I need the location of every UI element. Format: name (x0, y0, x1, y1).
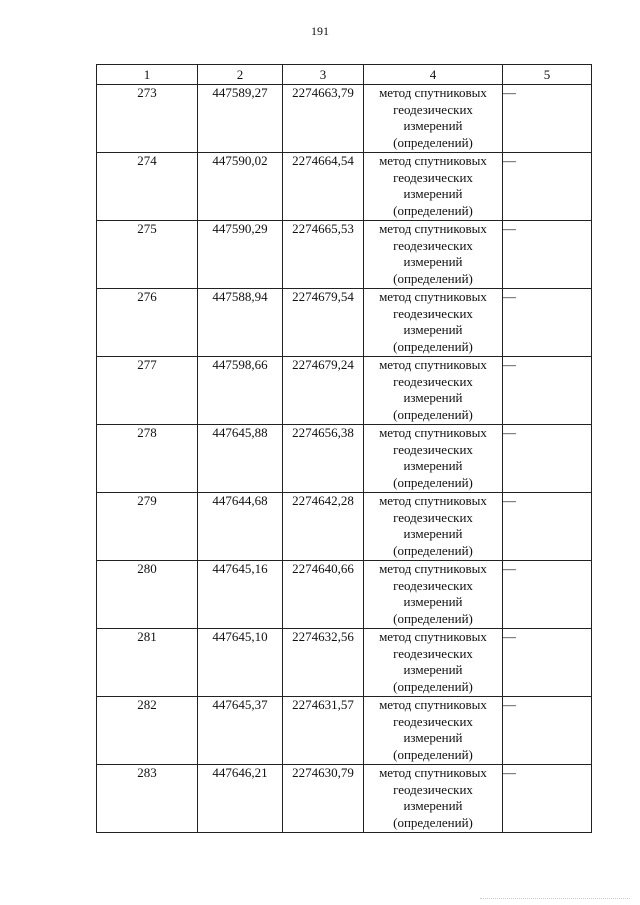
table-row (97, 153, 592, 221)
table-body (97, 85, 592, 833)
point-number-cell: 275 (97, 221, 198, 289)
method-cell (364, 153, 503, 221)
point-number-cell: 283 (97, 765, 198, 833)
method-text-line: (определений) (393, 474, 473, 490)
point-number-cell: 278 (97, 425, 198, 493)
note-cell: — (503, 357, 592, 425)
method-text-line: геодезических (393, 305, 473, 321)
y-coordinate-cell: 2274665,53 (283, 221, 364, 289)
column-header-2: 2 (198, 65, 283, 85)
method-text-line: метод спутниковых (379, 697, 487, 712)
method-text-line: метод спутниковых (379, 493, 487, 508)
x-coordinate-cell: 447645,16 (198, 561, 283, 629)
point-number-cell: 274 (97, 153, 198, 221)
method-text-line: (определений) (393, 542, 473, 558)
method-text-line: метод спутниковых (379, 221, 487, 236)
method-text-line: (определений) (393, 814, 473, 830)
y-coordinate-cell: 2274642,28 (283, 493, 364, 561)
method-cell (364, 85, 503, 153)
y-coordinate-cell: 2274664,54 (283, 153, 364, 221)
method-text-line: измерений (403, 186, 463, 201)
note-cell: — (503, 697, 592, 765)
column-header-4: 4 (364, 65, 503, 85)
note-cell: — (503, 561, 592, 629)
x-coordinate-cell: 447590,29 (198, 221, 283, 289)
method-text-line: (определений) (393, 406, 473, 422)
method-text-line: измерений (403, 118, 463, 133)
method-text-line: измерений (403, 526, 463, 541)
y-coordinate-cell: 2274630,79 (283, 765, 364, 833)
note-cell: — (503, 765, 592, 833)
coordinates-table (96, 64, 592, 833)
method-text-line: (определений) (393, 746, 473, 762)
method-text-line: геодезических (393, 577, 473, 593)
method-text-line: (определений) (393, 610, 473, 626)
method-text-line: геодезических (393, 101, 473, 117)
table-row (97, 357, 592, 425)
method-cell (364, 289, 503, 357)
note-cell: — (503, 493, 592, 561)
method-text-line: геодезических (393, 645, 473, 661)
method-text-line: метод спутниковых (379, 289, 487, 304)
note-cell: — (503, 221, 592, 289)
method-cell (364, 425, 503, 493)
method-text-line: измерений (403, 254, 463, 269)
x-coordinate-cell: 447588,94 (198, 289, 283, 357)
column-header-1: 1 (97, 65, 198, 85)
method-text-line: метод спутниковых (379, 765, 487, 780)
method-text-line: измерений (403, 662, 463, 677)
y-coordinate-cell: 2274679,54 (283, 289, 364, 357)
column-header-3: 3 (283, 65, 364, 85)
method-text-line: измерений (403, 798, 463, 813)
x-coordinate-cell: 447590,02 (198, 153, 283, 221)
method-cell (364, 357, 503, 425)
note-cell: — (503, 289, 592, 357)
method-text-line: (определений) (393, 678, 473, 694)
y-coordinate-cell: 2274640,66 (283, 561, 364, 629)
y-coordinate-cell: 2274656,38 (283, 425, 364, 493)
table-row (97, 629, 592, 697)
point-number-cell: 276 (97, 289, 198, 357)
point-number-cell: 279 (97, 493, 198, 561)
table-row (97, 561, 592, 629)
point-number-cell: 280 (97, 561, 198, 629)
method-text-line: геодезических (393, 169, 473, 185)
x-coordinate-cell: 447645,88 (198, 425, 283, 493)
note-cell: — (503, 425, 592, 493)
method-text-line: метод спутниковых (379, 357, 487, 372)
y-coordinate-cell: 2274632,56 (283, 629, 364, 697)
scan-artifact (480, 896, 630, 899)
method-text-line: метод спутниковых (379, 425, 487, 440)
method-text-line: метод спутниковых (379, 629, 487, 644)
method-cell (364, 697, 503, 765)
method-cell (364, 629, 503, 697)
method-cell (364, 561, 503, 629)
method-text-line: (определений) (393, 134, 473, 150)
method-text-line: (определений) (393, 270, 473, 286)
method-cell (364, 765, 503, 833)
table-row (97, 697, 592, 765)
table-row (97, 425, 592, 493)
table-row (97, 765, 592, 833)
method-text-line: (определений) (393, 202, 473, 218)
point-number-cell: 273 (97, 85, 198, 153)
method-text-line: геодезических (393, 441, 473, 457)
table-header-row (97, 65, 592, 85)
note-cell: — (503, 629, 592, 697)
method-text-line: измерений (403, 390, 463, 405)
x-coordinate-cell: 447589,27 (198, 85, 283, 153)
point-number-cell: 282 (97, 697, 198, 765)
point-number-cell: 277 (97, 357, 198, 425)
y-coordinate-cell: 2274679,24 (283, 357, 364, 425)
method-cell (364, 221, 503, 289)
page-number: 191 (311, 24, 329, 38)
method-text-line: геодезических (393, 509, 473, 525)
method-cell (364, 493, 503, 561)
method-text-line: (определений) (393, 338, 473, 354)
method-text-line: метод спутниковых (379, 153, 487, 168)
point-number-cell: 281 (97, 629, 198, 697)
note-cell: — (503, 153, 592, 221)
x-coordinate-cell: 447598,66 (198, 357, 283, 425)
note-cell: — (503, 85, 592, 153)
method-text-line: измерений (403, 458, 463, 473)
x-coordinate-cell: 447645,37 (198, 697, 283, 765)
method-text-line: измерений (403, 594, 463, 609)
method-text-line: геодезических (393, 237, 473, 253)
table-row (97, 85, 592, 153)
x-coordinate-cell: 447646,21 (198, 765, 283, 833)
column-header-5: 5 (503, 65, 592, 85)
method-text-line: геодезических (393, 781, 473, 797)
table-row (97, 493, 592, 561)
method-text-line: метод спутниковых (379, 561, 487, 576)
method-text-line: геодезических (393, 373, 473, 389)
method-text-line: измерений (403, 322, 463, 337)
table-row (97, 289, 592, 357)
y-coordinate-cell: 2274663,79 (283, 85, 364, 153)
x-coordinate-cell: 447644,68 (198, 493, 283, 561)
method-text-line: геодезических (393, 713, 473, 729)
y-coordinate-cell: 2274631,57 (283, 697, 364, 765)
method-text-line: метод спутниковых (379, 85, 487, 100)
method-text-line: измерений (403, 730, 463, 745)
table-row (97, 221, 592, 289)
x-coordinate-cell: 447645,10 (198, 629, 283, 697)
